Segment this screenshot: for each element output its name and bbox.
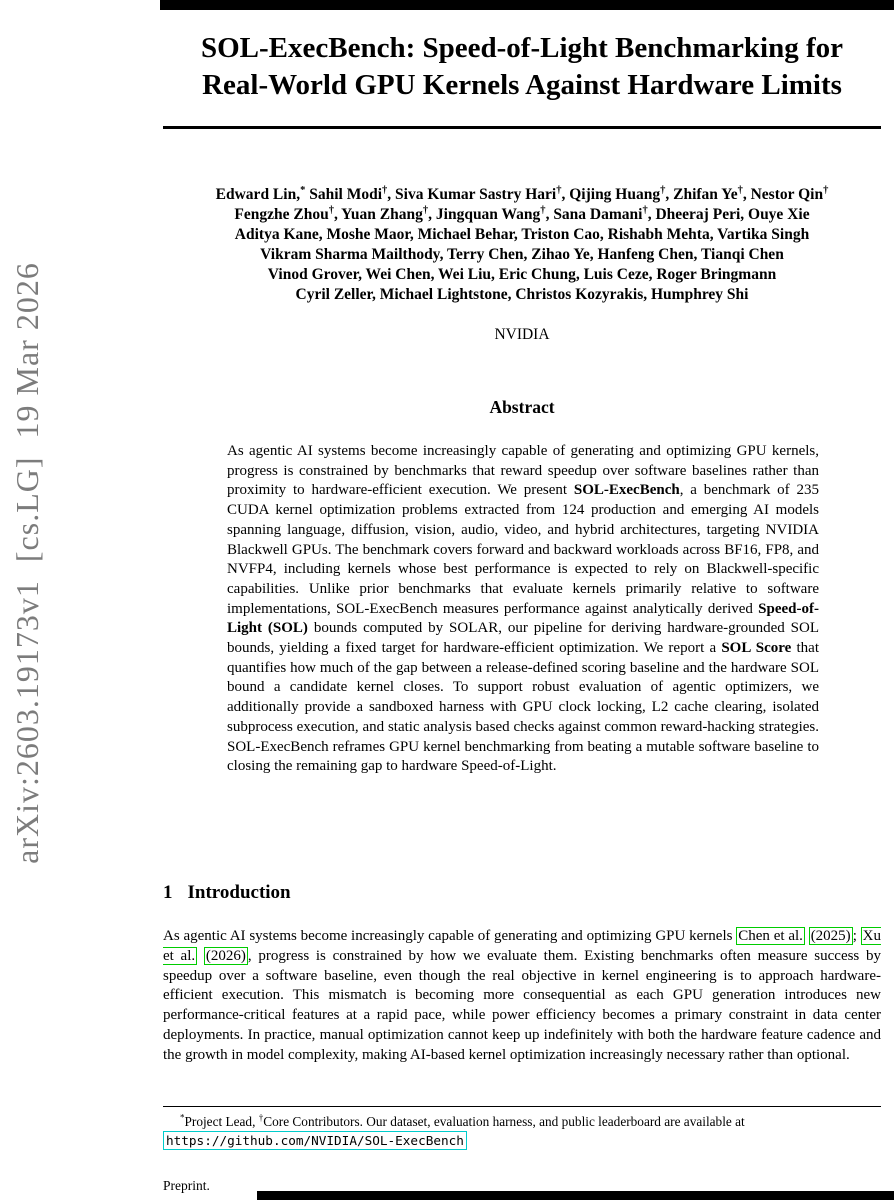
author-line: Vikram Sharma Mailthody, Terry Chen, Zihao Ye, Hanfeng Chen, Tianqi Chen	[260, 246, 784, 263]
paper-title-line1: SOL-ExecBench: Speed-of-Light Benchmarking for	[200, 32, 844, 64]
abstract-text: As agentic AI systems become increasingly capable of generating and optimizing GPU kernels, progress is constrained by benchmarks that reward speedup over software baselines rather than proximity to hardware-efficient execution. We present	[227, 443, 819, 499]
abstract-bold-sol-score: SOL Score	[721, 640, 792, 657]
citation-separator: ;	[852, 928, 861, 944]
abstract-text: bounds computed by SOLAR, our pipeline for deriving hardware-grounded SOL bounds, yielding a fixed target for hardware-efficient optimization. We report a	[227, 620, 819, 657]
paper-content	[163, 0, 881, 1200]
abstract-text: , a benchmark of 235 CUDA kernel optimization problems extracted from 124 production and emerging AI models spanning language, diffusion, vision, audio, video, and hybrid architectures, targeting NVIDIA Blackwell GPUs. The benchmark covers forward and backward workloads across BF16, FP8, and NVFP4, including kernels whose best performance is expected to rely on Blackwell-specific capabilities. Unlike prior benchmarks that evaluate kernels primarily relative to software implementations, SOL-ExecBench measures performance against analytically derived	[227, 482, 819, 617]
abstract-bold-benchmark-name: SOL-ExecBench	[573, 482, 680, 499]
abstract-paragraph	[227, 442, 819, 777]
footnote	[163, 1113, 881, 1150]
citation-chen-authors-link[interactable]: Chen et al.	[738, 928, 803, 944]
author-block	[163, 185, 881, 305]
author-line: Edward Lin,* Sahil Modi†, Siva Kumar Sastry Hari†, Qijing Huang†, Zhifan Ye†, Nestor Qin†	[215, 184, 829, 203]
citation-xu-year-link[interactable]: (2026)	[205, 947, 246, 964]
title-rule	[163, 126, 881, 129]
intro-text: As agentic AI systems become increasingly capable of generating and optimizing GPU kernels	[163, 928, 737, 944]
citation-xu-authors-link[interactable]: Xu et al.	[163, 928, 881, 964]
footnote-rule	[163, 1106, 881, 1107]
intro-text: , progress is constrained by how we evaluate them. Existing benchmarks often measure success by speedup over a software baseline, even though the real objective in kernel engineering is to approach hardware-efficient execution. This mismatch is becoming more consequential as each GPU generation introduces new performance-critical features at a rapid pace, while power efficiency becomes a primary constraint in data center deployments. In practice, manual optimization cannot keep up indefinitely with both the hardware feature cadence and the growth in model complexity, making AI-based kernel optimization increasingly necessary rather than optional.	[163, 947, 881, 1063]
citation-space	[197, 948, 204, 964]
github-repo-link[interactable]: https://github.com/NVIDIA/SOL-ExecBench	[163, 1131, 467, 1151]
arxiv-watermark: arXiv:2603.19173v1 [cs.LG] 19 Mar 2026	[9, 262, 45, 864]
section-title: Introduction	[187, 882, 291, 903]
paper-title-line2: Real-World GPU Kernels Against Hardware Limits	[202, 69, 842, 101]
citation-chen-year-link[interactable]: (2025)	[810, 928, 851, 944]
footnote-text: *Project Lead, †Core Contributors. Our dataset, evaluation harness, and public leaderboard are available at	[180, 1112, 745, 1129]
abstract-text: that quantifies how much of the gap between a release-defined scoring baseline and the hardware SOL bound a candidate kernel closes. To support robust evaluation of agentic optimizers, we additionally provide a sandboxed harness with GPU clock locking, L2 cache clearing, isolated subprocess execution, and static analysis based checks against common reward-hacking strategies. SOL-ExecBench reframes GPU kernel benchmarking from beating a mutable software baseline to closing the remaining gap to hardware Speed-of-Light.	[227, 640, 820, 775]
introduction-paragraph	[163, 927, 881, 1066]
affiliation: NVIDIA	[494, 326, 550, 343]
author-line: Cyril Zeller, Michael Lightstone, Christos Kozyrakis, Humphrey Shi	[295, 286, 749, 303]
abstract-bold-sol: Speed-of-Light (SOL)	[227, 600, 819, 637]
abstract-heading: Abstract	[489, 397, 555, 417]
author-line: Aditya Kane, Moshe Maor, Michael Behar, Triston Cao, Rishabh Mehta, Vartika Singh	[234, 226, 810, 243]
paper-title	[163, 30, 881, 104]
section-heading-introduction	[163, 882, 881, 904]
author-line: Fengzhe Zhou†, Yuan Zhang†, Jingquan Wang†, Sana Damani†, Dheeraj Peri, Ouye Xie	[234, 204, 810, 223]
section-number: 1	[163, 882, 173, 903]
preprint-label: Preprint.	[163, 1178, 210, 1193]
author-line: Vinod Grover, Wei Chen, Wei Liu, Eric Chung, Luis Ceze, Roger Bringmann	[267, 266, 777, 283]
